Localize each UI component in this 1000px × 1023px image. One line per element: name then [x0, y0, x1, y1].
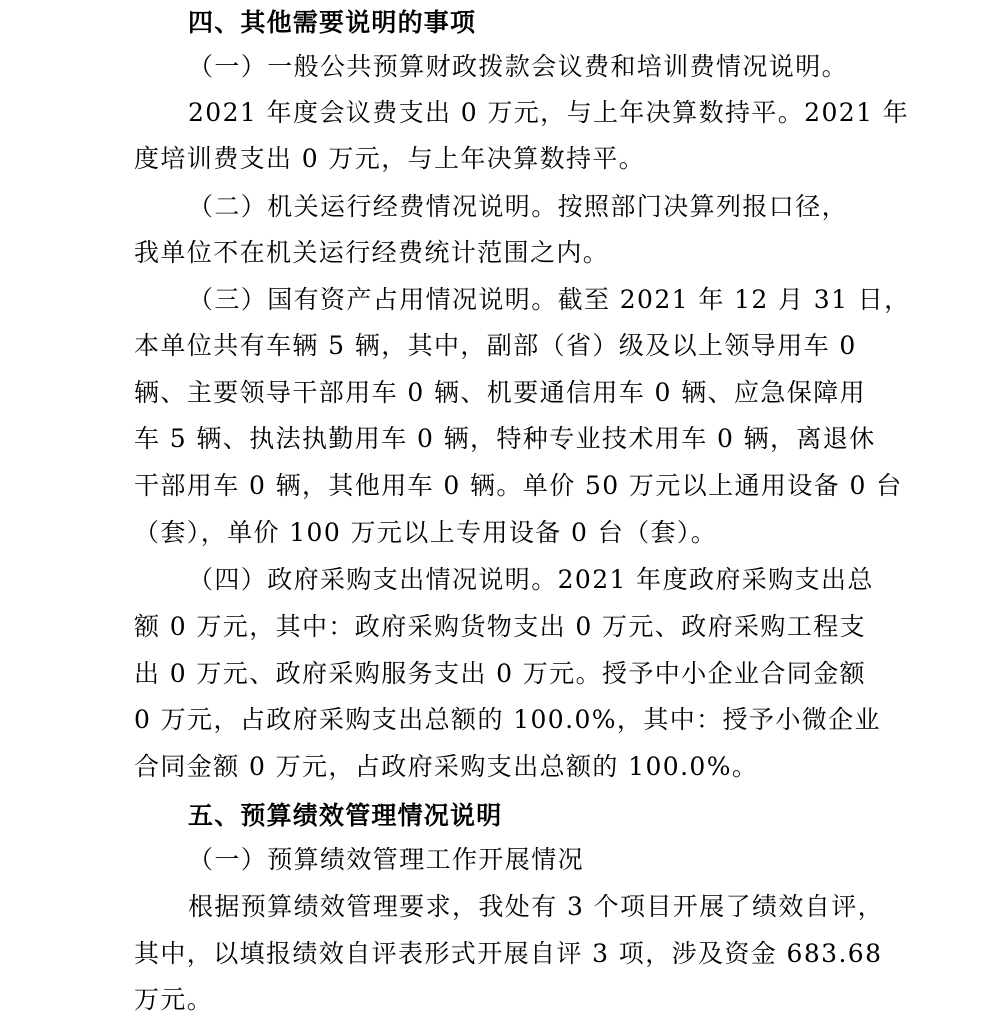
paragraph-line: 车 5 辆、执法执勤用车 0 辆，特种专业技术用车 0 辆，离退休: [134, 424, 876, 453]
paragraph-line: 出 0 万元、政府采购服务支出 0 万元。授予中小企业合同金额: [134, 659, 867, 688]
subsection-title-performance-work: （一）预算绩效管理工作开展情况: [188, 845, 585, 874]
subsection-title-government-procurement: （四）政府采购支出情况说明。2021 年度政府采购支出总: [188, 565, 874, 594]
paragraph-line: 度培训费支出 0 万元，与上年决算数持平。: [134, 144, 646, 173]
section-heading-other-matters: 四、其他需要说明的事项: [188, 8, 477, 37]
paragraph-line: 干部用车 0 辆，其他用车 0 辆。单价 50 万元以上通用设备 0 台: [134, 471, 903, 500]
subsection-title-meeting-training-fees: （一）一般公共预算财政拨款会议费和培训费情况说明。: [188, 52, 849, 81]
paragraph-line: 我单位不在机关运行经费统计范围之内。: [134, 238, 610, 267]
paragraph-line: 额 0 万元，其中：政府采购货物支出 0 万元、政府采购工程支: [134, 612, 867, 641]
subsection-title-operating-expenses: （二）机关运行经费情况说明。按照部门决算列报口径，: [188, 192, 849, 221]
paragraph-line: 0 万元，占政府采购支出总额的 100.0%，其中：授予小微企业: [134, 705, 881, 734]
paragraph-line: 根据预算绩效管理要求，我处有 3 个项目开展了绩效自评，: [188, 892, 885, 921]
paragraph-line: 辆、主要领导干部用车 0 辆、机要通信用车 0 辆、应急保障用: [134, 378, 867, 407]
section-heading-performance-management: 五、预算绩效管理情况说明: [188, 801, 503, 830]
paragraph-line: 2021 年度会议费支出 0 万元，与上年决算数持平。2021 年: [188, 98, 910, 127]
paragraph-line: 其中，以填报绩效自评表形式开展自评 3 项，涉及资金 683.68: [134, 939, 883, 968]
subsection-title-state-assets: （三）国有资产占用情况说明。截至 2021 年 12 月 31 日，: [188, 285, 911, 314]
paragraph-line: 万元。: [134, 985, 214, 1014]
paragraph-line: （套），单价 100 万元以上专用设备 0 台（套）。: [134, 518, 718, 547]
paragraph-line: 本单位共有车辆 5 辆，其中，副部（省）级及以上领导用车 0: [134, 331, 857, 360]
paragraph-line: 合同金额 0 万元，占政府采购支出总额的 100.0%。: [134, 752, 759, 781]
